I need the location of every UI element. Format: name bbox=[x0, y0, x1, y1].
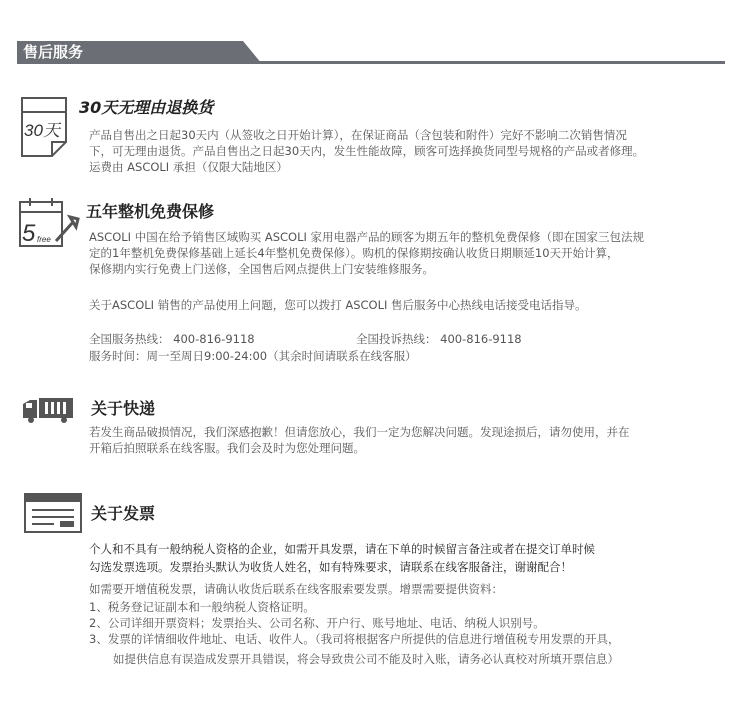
svg-text:free: free bbox=[37, 235, 51, 244]
service-hotline: 全国服务热线： 400-816-9118 bbox=[89, 332, 255, 346]
calendar-5-free-wrench-icon bbox=[18, 197, 84, 253]
vat-intro: 如需要开增值税发票，请确认收货后联系在线客服索要发票。增票需要提供资料： bbox=[89, 582, 503, 596]
return-policy-title: 30天无理由退换货 bbox=[79, 98, 214, 117]
delivery-truck-icon bbox=[22, 396, 74, 428]
page-title: 售后服务 bbox=[23, 43, 84, 61]
invoice-icon bbox=[24, 493, 82, 537]
invoice-notice: 个人和不具有一般纳税人资格的企业，如需开具发票，请在下单的时候留言备注或者在提交订单时候 勾选发票选项。发票抬头默认为收货人姓名，如有特殊要求，请联系在线客服备注，谢谢配合！ bbox=[89, 542, 595, 574]
calendar-30-icon bbox=[20, 96, 68, 162]
invoice-title: 关于发票 bbox=[91, 504, 156, 523]
return-policy-text: 产品自售出之日起30天内（从签收之日开始计算），在保证商品（含包装和附件）完好不影响二次销售情况 下，可无理由退货。产品自售出之日起30天内，发生性能故障，顾客可选择换货同型号规格的产品或者修理。 运费由 ASCOLI 承担（仅限大陆地区） bbox=[89, 128, 645, 174]
svg-text:5: 5 bbox=[22, 220, 36, 247]
svg-text:30天: 30天 bbox=[24, 121, 60, 140]
hotline-guidance-text: 关于ASCOLI 销售的产品使用上问题，您可以拨打 ASCOLI 售后服务中心热线电话接受电话指导。 bbox=[89, 298, 587, 312]
vat-requirements-list: 1、税务登记证副本和一般纳税人资格证明。 2、公司详细开票资料；发票抬头、公司名称、开户行、账号地址、电话、纳税人识别号。 3、发票的详情细收件地址、电话、收件人。（我司将根据客户所提供的信息进行增值税专用发票的开具， bbox=[89, 600, 620, 646]
delivery-title: 关于快递 bbox=[91, 399, 156, 418]
warranty-text: ASCOLI 中国在给予销售区域购买 ASCOLI 家用电器产品的顾客为期五年的整机免费保修（即在国家三包法规 定的1年整机免费保修基础上延长4年整机免费保修）。购机的保修期按确认收货日期顺延10天开始计算， 保修期内实行免费上门送修，全国售后网点提供上门安装维修服务。 bbox=[89, 230, 645, 276]
service-hours: 服务时间：周一至周日9:00-24:00（其余时间请联系在线客服） bbox=[89, 349, 417, 363]
complaint-hotline: 全国投诉热线： 400-816-9118 bbox=[356, 332, 522, 346]
vat-note: 如提供信息有误造成发票开具错误，将会导致贵公司不能及时入账，请务必认真校对所填开票信息） bbox=[113, 652, 619, 666]
warranty-title: 五年整机免费保修 bbox=[86, 202, 215, 221]
delivery-text: 若发生商品破损情况，我们深感抱歉！但请您放心，我们一定为您解决问题。发现途损后，请勿使用，并在 开箱后拍照联系在线客服。我们会及时为您处理问题。 bbox=[89, 425, 630, 455]
